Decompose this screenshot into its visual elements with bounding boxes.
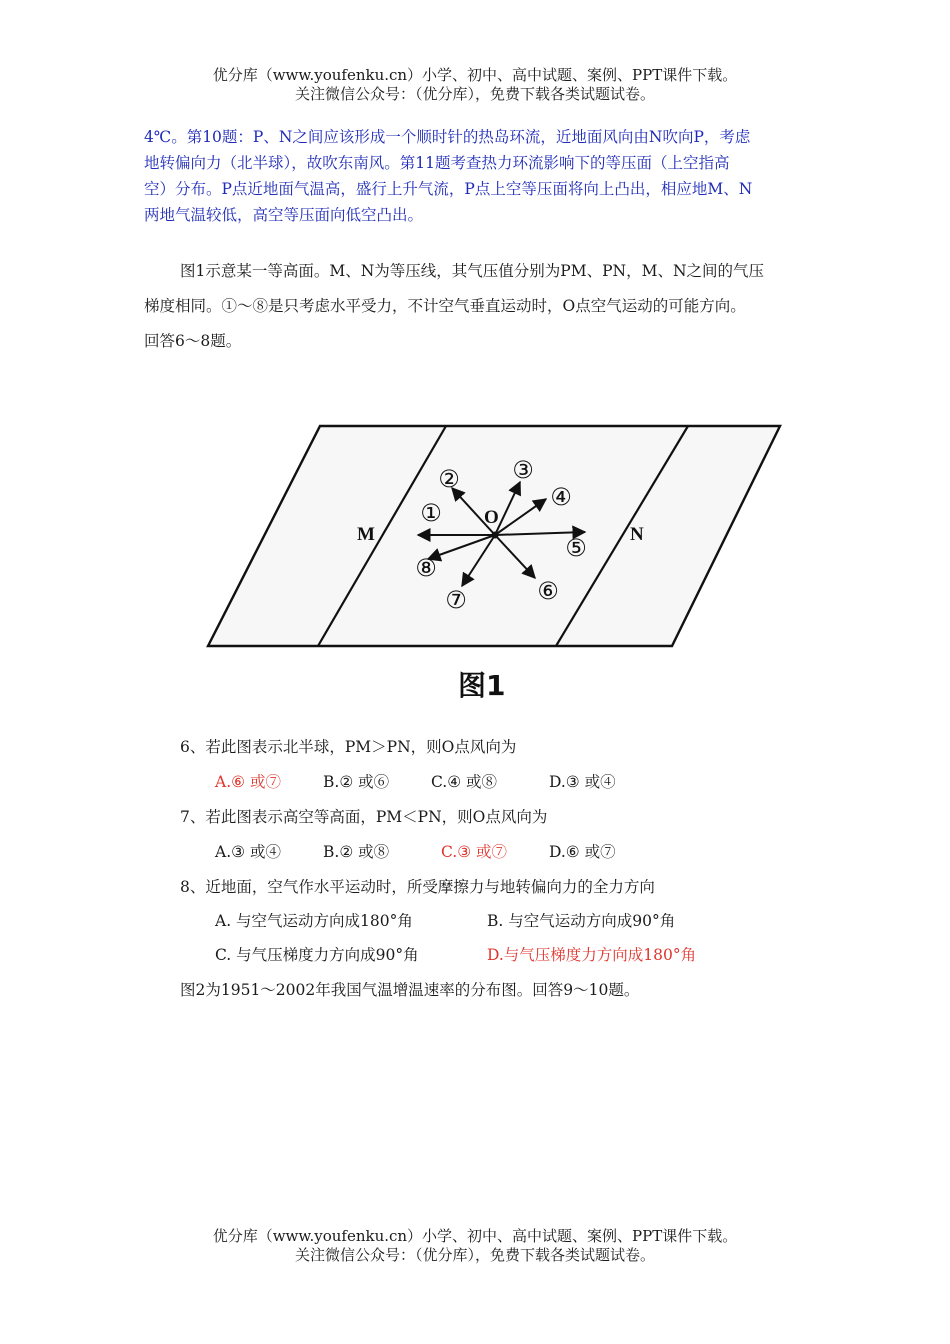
arrow-label-8: ⑧: [415, 554, 437, 582]
question-7-option-a: A.③ 或④: [215, 843, 281, 861]
arrow-label-4: ④: [550, 483, 572, 511]
arrow-label-2: ②: [438, 465, 460, 493]
point-o-dot: [492, 532, 499, 539]
arrow-label-6: ⑥: [537, 577, 559, 605]
answer-explanation: [144, 124, 824, 228]
question-8-stem: 8、近地面，空气作水平运动时，所受摩擦力与地转偏向力的全力方向: [180, 878, 655, 896]
question-7-option-d: D.⑥ 或⑦: [549, 843, 616, 861]
arrow-label-7: ⑦: [445, 586, 467, 614]
intro-line: 梯度相同。①～⑧是只考虑水平受力，不计空气垂直运动时，O点空气运动的可能方向。: [144, 297, 746, 315]
arrow-label-5: ⑤: [565, 534, 587, 562]
explanation-line: 地转偏向力（北半球），故吹东南风。第11题考查热力环流影响下的等压面（上空指高: [144, 154, 730, 172]
header-line-1: 优分库（www.youfenku.cn）小学、初中、高中试题、案例、PPT课件下载。: [212, 66, 738, 84]
header-line-2: 关注微信公众号：（优分库），免费下载各类试题试卷。: [294, 85, 655, 103]
footer-line-2: 关注微信公众号：（优分库），免费下载各类试题试卷。: [294, 1246, 655, 1264]
intro-line: 图1示意某一等高面。M、N为等压线，其气压值分别为PM、PN，M、N之间的气压: [180, 262, 765, 280]
question-8-option-b: B. 与空气运动方向成90°角: [487, 912, 676, 930]
question-8-option-a: A. 与空气运动方向成180°角: [215, 912, 413, 930]
question-8-option-d: D.与气压梯度力方向成180°角: [487, 946, 697, 964]
arrow-label-1: ①: [420, 499, 442, 527]
label-o: O: [484, 507, 499, 528]
figure-2-intro: 图2为1951～2002年我国气温增温速率的分布图。回答9～10题。: [180, 981, 640, 999]
question-6-option-b: B.② 或⑥: [323, 773, 390, 791]
explanation-line: 4℃。第10题：P、N之间应该形成一个顺时针的热岛环流，近地面风向由N吹向P，考虑: [144, 128, 751, 146]
question-intro: [144, 254, 834, 359]
question-7-stem: 7、若此图表示高空等高面，PM＜PN，则O点风向为: [180, 808, 548, 826]
question-6-option-c: C.④ 或⑧: [431, 773, 498, 791]
arrow-label-3: ③: [512, 456, 534, 484]
question-6-option-d: D.③ 或④: [549, 773, 616, 791]
label-n: N: [630, 524, 644, 545]
explanation-line: 两地气温较低，高空等压面向低空凸出。: [144, 206, 424, 224]
label-m: M: [357, 524, 375, 545]
explanation-line: 空）分布。P点近地面气温高，盛行上升气流，P点上空等压面将向上凸出，相应地M、N: [144, 180, 753, 198]
footer-line-1: 优分库（www.youfenku.cn）小学、初中、高中试题、案例、PPT课件下载。: [212, 1227, 738, 1245]
question-6-stem: 6、若此图表示北半球，PM＞PN，则O点风向为: [180, 738, 517, 756]
intro-line: 回答6～8题。: [144, 332, 242, 350]
question-7-option-b: B.② 或⑧: [323, 843, 390, 861]
figure-caption: 图1: [458, 669, 506, 702]
question-8-option-c: C. 与气压梯度力方向成90°角: [215, 946, 419, 964]
question-6-option-a: A.⑥ 或⑦: [215, 773, 281, 791]
question-7-option-c: C.③ 或⑦: [441, 843, 508, 861]
figure-1-isobar-diagram: [190, 392, 810, 712]
